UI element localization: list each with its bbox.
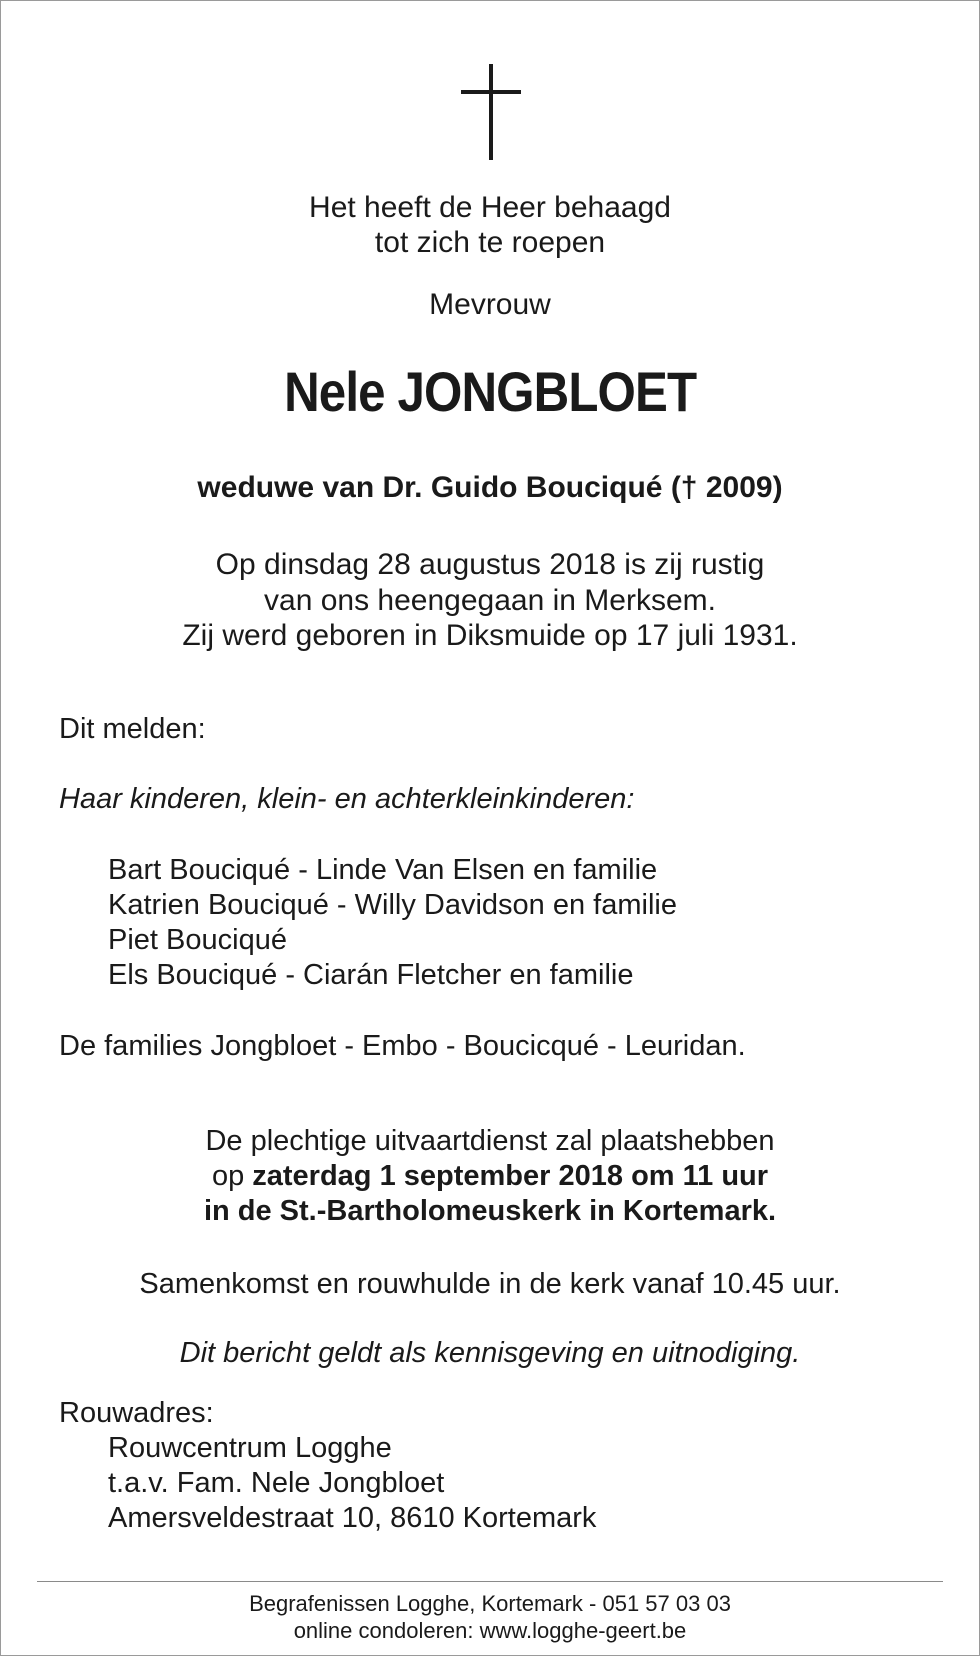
service-line-1: De plechtige uitvaartdienst zal plaatshebben [205,1125,775,1157]
child-line: Piet Bouciqué [108,924,287,956]
notice-line: Dit bericht geldt als kennisgeving en uitnodiging. [179,1337,801,1369]
child-line: Katrien Bouciqué - Willy Davidson en familie [108,889,677,921]
child-line: Bart Bouciqué - Linde Van Elsen en familie [108,854,658,886]
announce-label: Dit melden: [59,713,206,745]
service-line-2 [1,1159,979,1194]
name-wrapper [1,357,979,427]
address-line: Rouwcentrum Logghe [108,1432,392,1464]
footer-line-2: online condoleren: www.logghe-geert.be [293,1618,687,1643]
address-line: Amersveldestraat 10, 8610 Kortemark [108,1502,597,1534]
service-date-time: zaterdag 1 september 2018 om 11 uur [252,1160,769,1192]
passing-line-1: Op dinsdag 28 augustus 2018 is zij rustig [215,548,765,581]
address-label: Rouwadres: [59,1397,214,1429]
service-location: in de St.-Bartholomeuskerk in Kortemark. [203,1195,777,1227]
footer-divider [37,1581,943,1582]
intro-line-2: tot zich te roepen [374,226,606,259]
passing-line-3: Zij werd geboren in Diksmuide op 17 juli 1931. [182,619,798,652]
service-line-2-prefix: op [211,1160,253,1192]
salutation: Mevrouw [429,288,551,321]
footer-line-1: Begrafenissen Logghe, Kortemark - 051 57 03 03 [249,1591,731,1616]
child-line: Els Bouciqué - Ciarán Fletcher en familie [108,959,634,991]
passing-line-2: van ons heengegaan in Merksem. [264,584,716,617]
cross-icon [461,64,521,160]
intro-line-1: Het heeft de Heer behaagd [309,191,671,224]
children-heading: Haar kinderen, klein- en achterkleinkinderen: [59,783,635,815]
deceased-name: Nele JONGBLOET [283,360,697,423]
spouse-line: weduwe van Dr. Guido Bouciqué († 2009) [197,471,783,504]
address-line: t.a.v. Fam. Nele Jongbloet [108,1467,445,1499]
gathering-line: Samenkomst en rouwhulde in de kerk vanaf 10.45 uur. [139,1268,841,1300]
families-line: De families Jongbloet - Embo - Boucicqué - Leuridan. [59,1030,746,1062]
